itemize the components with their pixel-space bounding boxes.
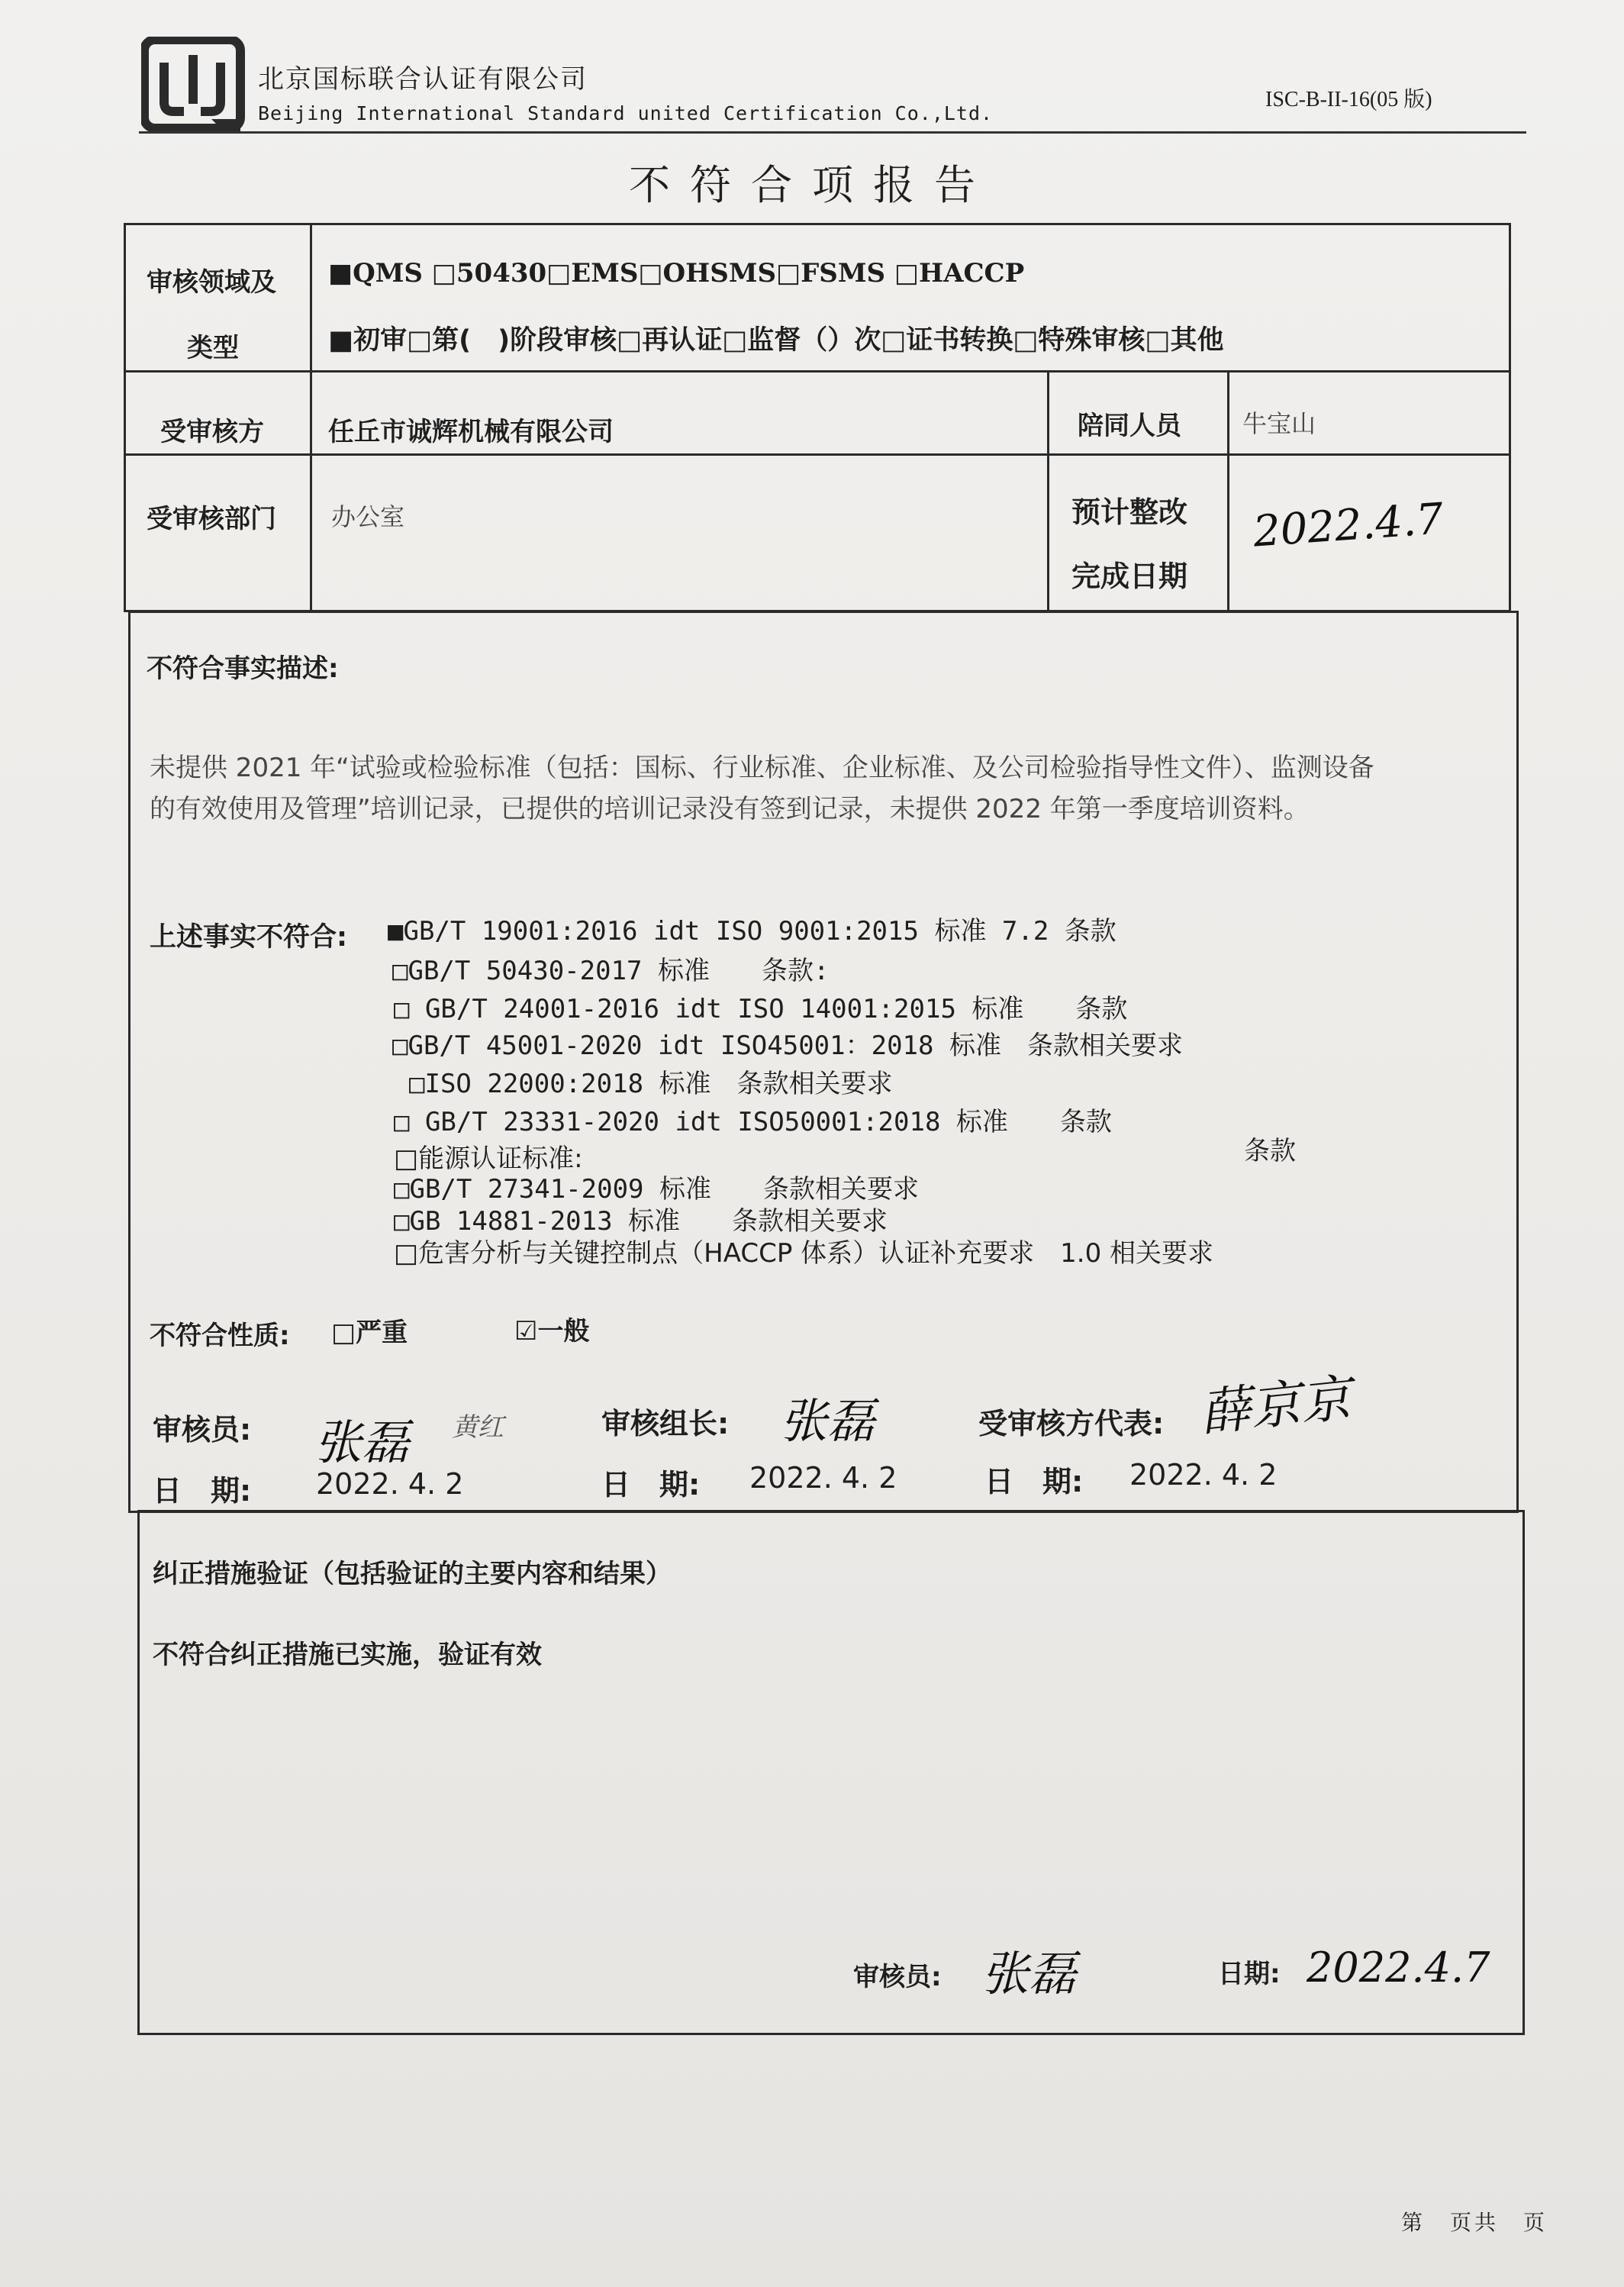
verification-date: 2022.4.7 xyxy=(1307,1943,1490,1992)
energy-clause-label: 条款 xyxy=(1244,1136,1296,1166)
escort-label: 陪同人员 xyxy=(1078,411,1181,441)
verification-result: 不符合纠正措施已实施，验证有效 xyxy=(153,1640,542,1670)
table-divider xyxy=(124,370,1511,373)
escort-name: 牛宝山 xyxy=(1242,409,1316,438)
standard-item: □GB/T 45001-2020 idt ISO45001：2018 标准 条款相关要求 xyxy=(392,1031,1183,1061)
form-code: ISC-B-II-16(05 版) xyxy=(1265,88,1432,111)
table-divider xyxy=(1227,370,1229,612)
header-divider xyxy=(139,131,1526,134)
table-divider xyxy=(124,453,1511,456)
due-date-label: 预计整改 xyxy=(1071,495,1188,529)
leader-signature: 张磊 xyxy=(780,1393,875,1449)
auditor-label: 审核员: xyxy=(153,1413,252,1447)
audit-type-options: ■初审□第( )阶段审核□再认证□监督（）次□证书转换□特殊审核□其他 xyxy=(328,325,1224,356)
leader-label: 审核组长: xyxy=(601,1407,730,1440)
due-date-handwritten: 2022.4.7 xyxy=(1252,494,1445,557)
table-divider xyxy=(1047,370,1049,612)
company-logo-icon xyxy=(141,37,246,134)
verifier-label: 审核员: xyxy=(853,1962,942,1992)
department-label: 受审核部门 xyxy=(147,504,276,534)
standard-item: □危害分析与关键控制点（HACCP 体系）认证补充要求 1.0 相关要求 xyxy=(394,1238,1214,1269)
company-name-cn: 北京国标联合认证有限公司 xyxy=(258,64,588,95)
date-label: 日 期: xyxy=(601,1468,701,1502)
standard-item: □GB 14881-2013 标准 条款相关要求 xyxy=(394,1206,888,1237)
auditor-date: 2022. 4. 2 xyxy=(316,1467,464,1501)
nature-general-checkbox[interactable]: ☑一般 xyxy=(514,1316,590,1347)
description-label: 不符合事实描述: xyxy=(147,653,339,684)
description-line-1: 未提供 2021 年“试验或检验标准（包括：国标、行业标准、企业标准、及公司检验指导性文件）、监测设备 xyxy=(150,753,1374,783)
standard-item: □能源认证标准: xyxy=(394,1144,583,1174)
standard-item: □GB/T 27341-2009 标准 条款相关要求 xyxy=(394,1174,919,1205)
auditee-label: 受审核方 xyxy=(160,417,264,447)
representative-date: 2022. 4. 2 xyxy=(1129,1458,1278,1492)
nature-label: 不符合性质: xyxy=(150,1321,290,1351)
report-title: 不符合项报告 xyxy=(629,161,995,209)
audit-domain-options: ■QMS □50430□EMS□OHSMS□FSMS □HACCP xyxy=(328,258,1025,289)
department-name: 办公室 xyxy=(331,502,405,531)
audit-type-label: 类型 xyxy=(187,333,239,363)
auditee-name: 任丘市诚辉机械有限公司 xyxy=(328,417,614,447)
company-name-en: Beijing International Standard united Certification Co.,Ltd. xyxy=(258,102,994,124)
representative-label: 受审核方代表: xyxy=(978,1407,1165,1440)
date-label: 日 期: xyxy=(984,1465,1084,1498)
audit-domain-label: 审核领域及 xyxy=(147,267,276,298)
auditor-signature: 张磊 xyxy=(314,1414,410,1470)
standard-item: □GB/T 50430-2017 标准 条款: xyxy=(392,956,830,986)
standard-item: □ GB/T 23331-2020 idt ISO50001:2018 标准 条款 xyxy=(394,1107,1112,1137)
description-line-2: 的有效使用及管理”培训记录，已提供的培训记录没有签到记录，未提供 2022 年第一季度培训资料。 xyxy=(150,794,1310,824)
verification-date-label: 日期: xyxy=(1218,1959,1281,1989)
representative-signature: 薛京京 xyxy=(1197,1368,1355,1443)
page-number: 第 页共 页 xyxy=(1400,2210,1548,2235)
leader-date: 2022. 4. 2 xyxy=(749,1461,897,1495)
table-divider xyxy=(310,223,312,612)
date-label: 日 期: xyxy=(153,1474,252,1508)
standard-item: ■GB/T 19001:2016 idt ISO 9001:2015 标准 7.2 条款 xyxy=(388,916,1116,947)
standard-item: □ GB/T 24001-2016 idt ISO 14001:2015 标准 条款 xyxy=(394,994,1128,1024)
auditor-signature-2: 黄红 xyxy=(452,1412,504,1443)
standards-label: 上述事实不符合: xyxy=(150,922,347,953)
nature-serious-checkbox[interactable]: □严重 xyxy=(331,1318,408,1348)
verifier-signature: 张磊 xyxy=(981,1946,1077,2002)
standard-item: □ISO 22000:2018 标准 条款相关要求 xyxy=(409,1069,893,1099)
due-date-label-2: 完成日期 xyxy=(1071,560,1188,593)
verification-label: 纠正措施验证（包括验证的主要内容和结果） xyxy=(153,1559,672,1589)
